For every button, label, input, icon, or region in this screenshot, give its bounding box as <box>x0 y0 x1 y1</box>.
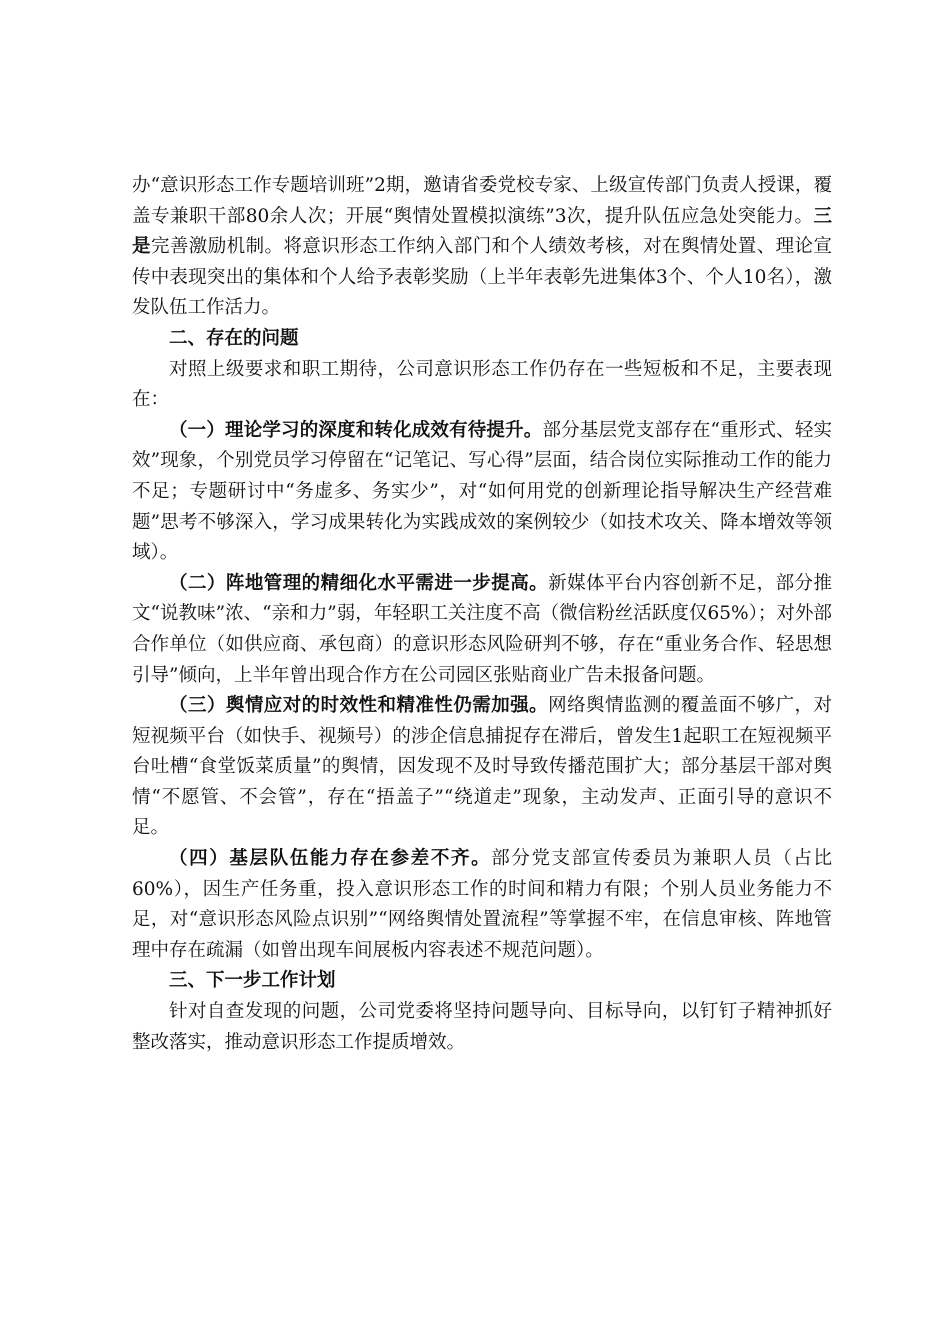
section2-heading: 二、存在的问题 <box>169 327 299 349</box>
problem-item-3-title: （三）舆情应对的时效性和精准性仍需加强。 <box>169 695 549 717</box>
problem-item-2-title: （二）阵地管理的精细化水平需进一步提高。 <box>169 572 549 594</box>
problem-item-4-title: （四）基层队伍能力存在参差不齐。 <box>169 848 492 870</box>
intro-text-part2: 完善激励机制。将意识形态工作纳入部门和个人绩效考核，对在舆情处置、理论宣传中表现突出的集体和个人给予表彰奖励（上半年表彰先进集体3个、个人10名），激发队伍工作活力。 <box>132 236 832 319</box>
problem-item-1-title: （一）理论学习的深度和转化成效有待提升。 <box>169 419 543 441</box>
problem-item-4-body: 部分党支部宣传委员为兼职人员（占比60%），因生产任务重，投入意识形态工作的时间和精力有限；个别人员业务能力不足，对“意识形态风险点识别”“网络舆情处置流程”等掌握不牢，在信息审核、阵地管理中存在疏漏（如曾出现车间展板内容表述不规范问题）。 <box>132 848 832 961</box>
problem-item-2-body: 新媒体平台内容创新不足，部分推文“说教味”浓、“亲和力”弱，年轻职工关注度不高（微信粉丝活跃度仅65%）；对外部合作单位（如供应商、承包商）的意识形态风险研判不够，存在“重业务合作、轻思想引导”倾向，上半年曾出现合作方在公司园区张贴商业广告未报备问题。 <box>132 572 832 686</box>
intro-paragraph <box>132 171 832 324</box>
problem-item-1 <box>132 416 832 569</box>
intro-bold-lead: 三是 <box>132 205 832 258</box>
problem-item-1-body: 部分基层党支部存在“重形式、轻实效”现象，个别党员学习停留在“记笔记、写心得”层面，结合岗位实际推动工作的能力不足；专题研讨中“务虚多、务实少”，对“如何用党的创新理论指导解决生产经营难题”思考不够深入，学习成果转化为实践成效的案例较少（如技术攻关、降本增效等领域）。 <box>132 419 832 564</box>
intro-text-part1: 办“意识形态工作专题培训班”2期，邀请省委党校专家、上级宣传部门负责人授课，覆盖专兼职干部80余人次；开展“舆情处置模拟演练”3次，提升队伍应急处突能力。 <box>132 175 832 227</box>
problem-item-2 <box>132 569 832 691</box>
document-page <box>132 171 832 1058</box>
section2-intro: 对照上级要求和职工期待，公司意识形态工作仍存在一些短板和不足，主要表现在： <box>132 358 832 411</box>
problem-item-3 <box>132 691 832 844</box>
problem-item-3-body: 网络舆情监测的覆盖面不够广，对短视频平台（如快手、视频号）的涉企信息捕捉存在滞后，曾发生1起职工在短视频平台吐槽“食堂饭菜质量”的舆情，因发现不及时导致传播范围扩大；部分基层干部对舆情“不愿管、不会管”，存在“捂盖子”“绕道走”现象，主动发声、正面引导的意识不足。 <box>132 695 832 839</box>
problem-item-4 <box>132 844 832 966</box>
section3-heading: 三、下一步工作计划 <box>169 970 336 992</box>
section3-intro: 针对自查发现的问题，公司党委将坚持问题导向、目标导向，以钉钉子精神抓好整改落实，推动意识形态工作提质增效。 <box>132 1001 832 1053</box>
